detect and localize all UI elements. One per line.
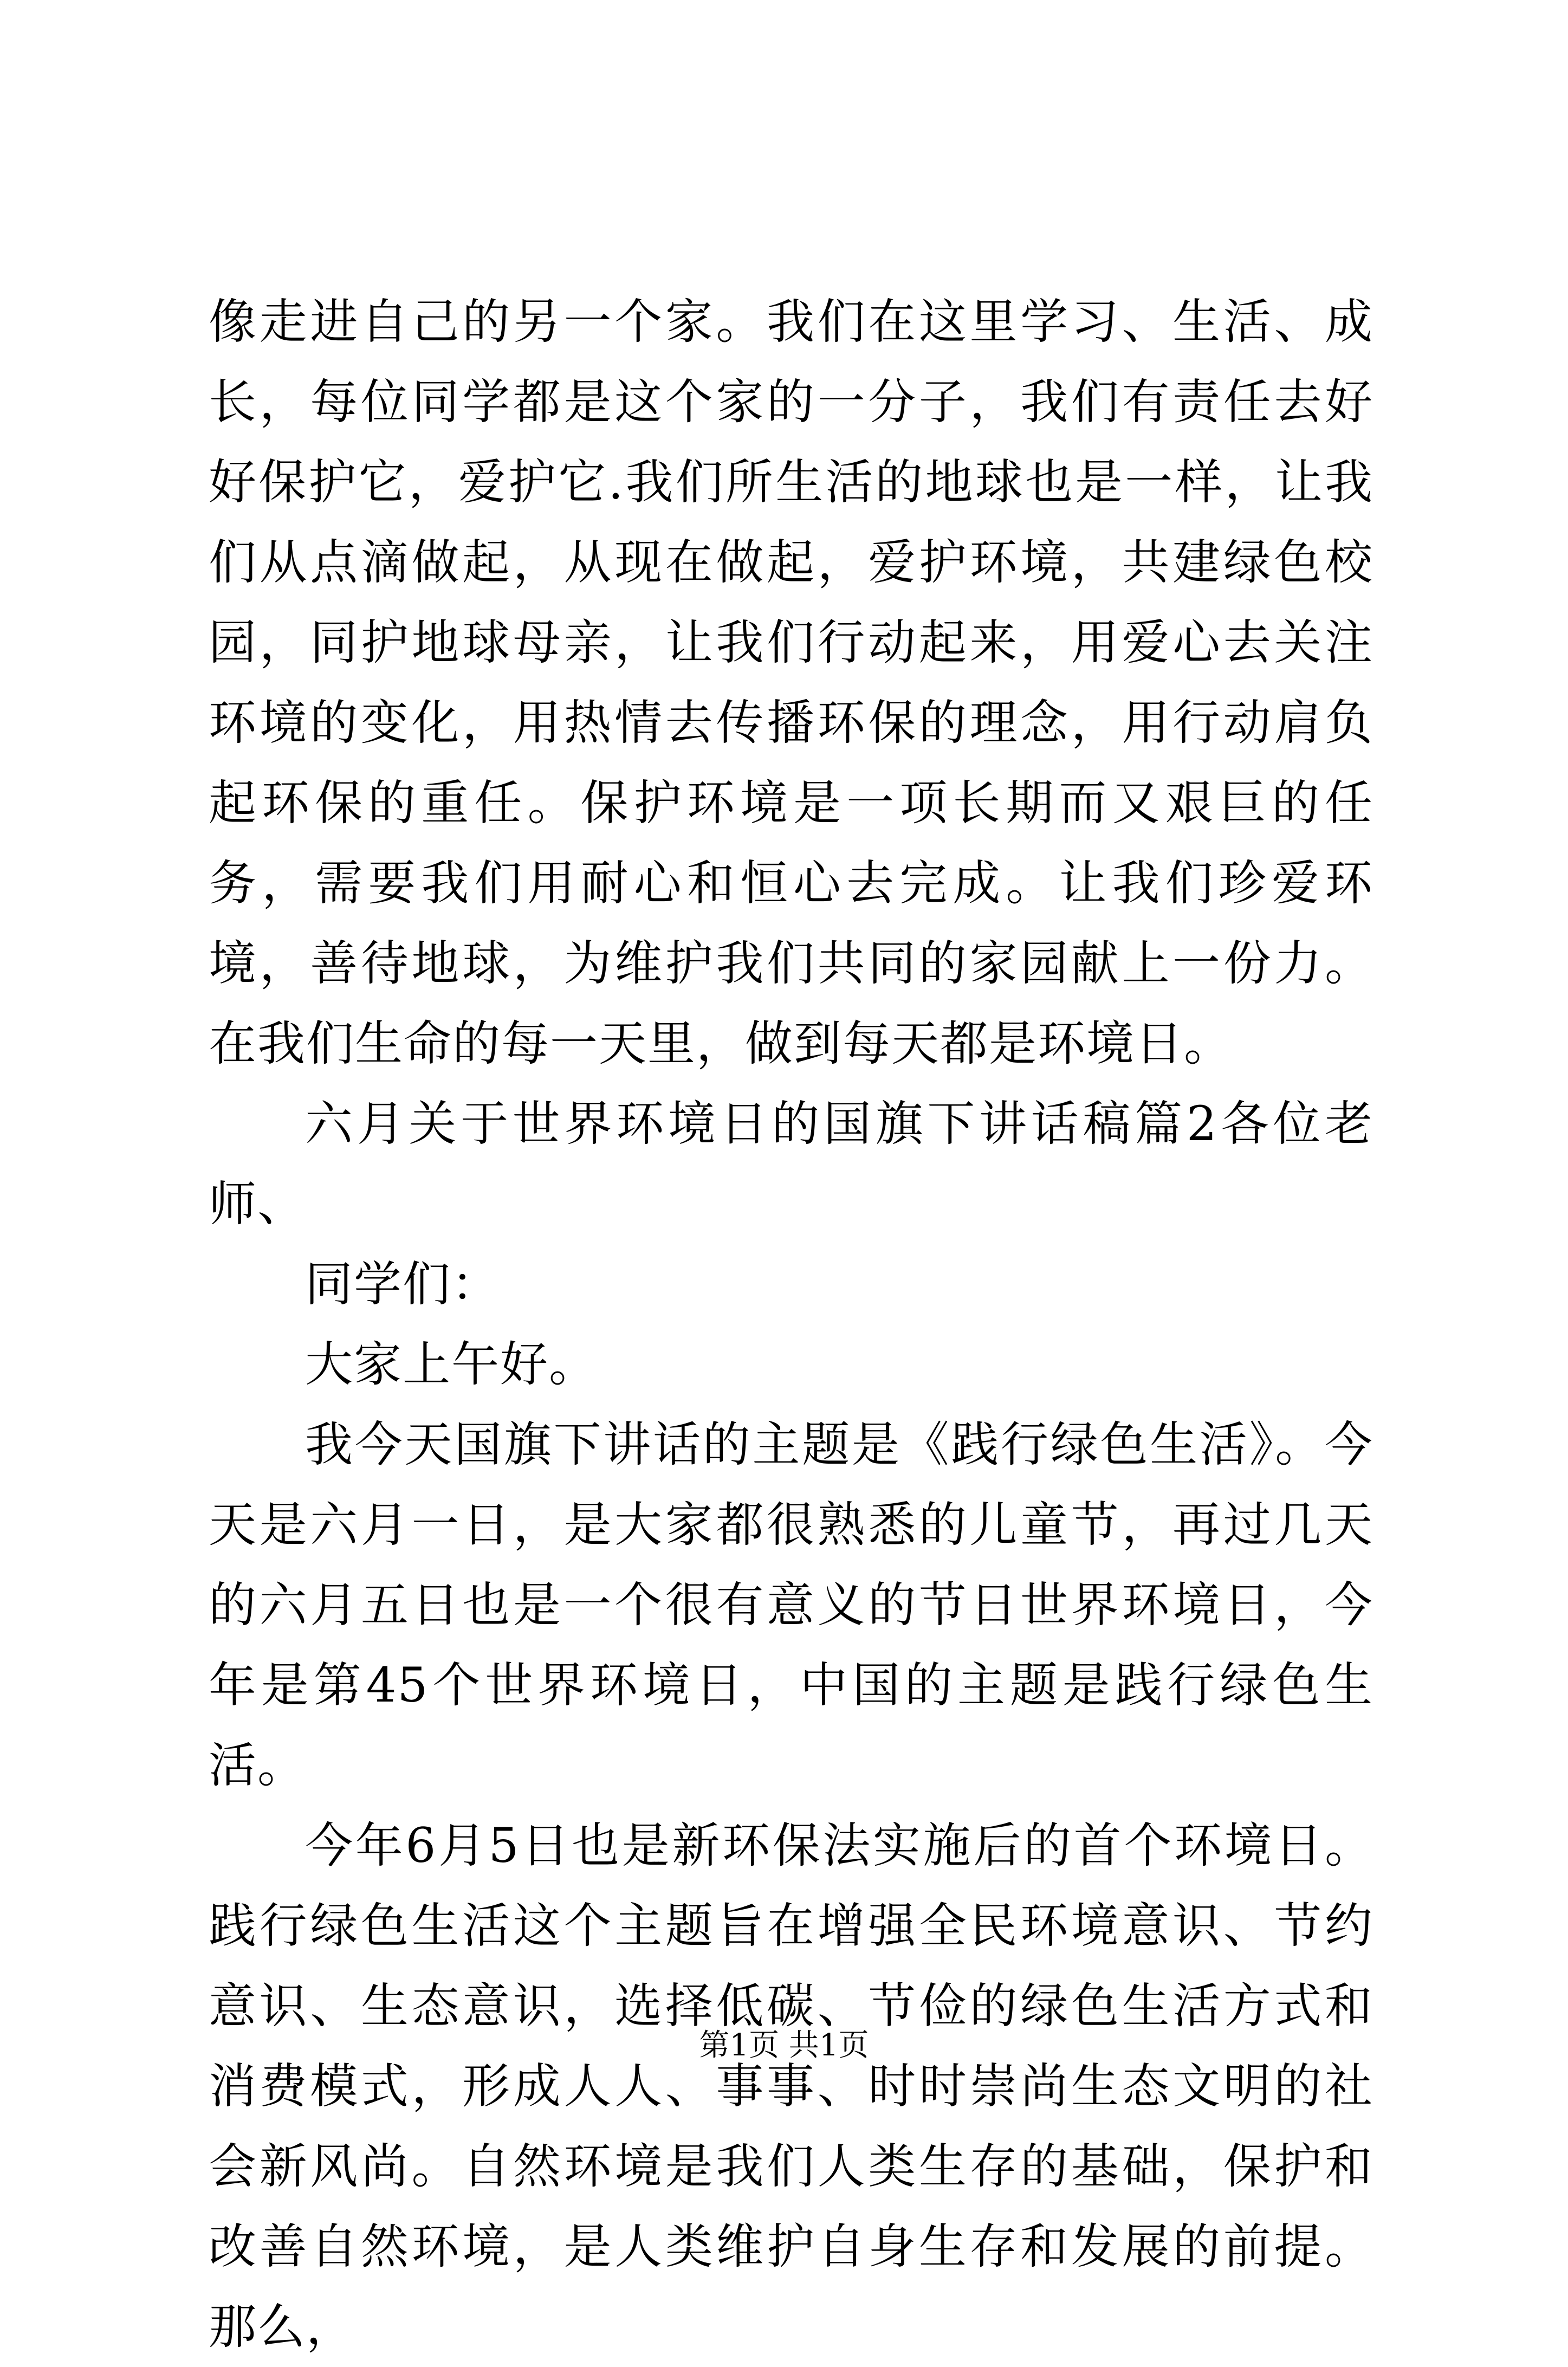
page-footer: 第1页 共1页 (699, 2028, 869, 2063)
paragraph-environment-day: 今年6月5日也是新环保法实施后的首个环境日。践行绿色生活这个主题旨在增强全民环境意识、节约意识、生态意识，选择低碳、节俭的绿色生活方式和消费模式，形成人人、事事、时时崇尚生态文明的社会新风尚。自然环境是我们人类生存的基础，保护和改善自然环境，是人类维护自身生存和发展的前提。那么， (209, 1818, 1373, 2355)
paragraph-speech-title: 六月关于世界环境日的国旗下讲话稿篇2各位老师、 (209, 1096, 1373, 1232)
paragraph-topic: 我今天国旗下讲话的主题是《践行绿色生活》。今天是六月一日，是大家都很熟悉的儿童节，再过几天的六月五日也是一个很有意义的节日世界环境日，今年是第45个世界环境日，中国的主题是践行绿色生活。 (209, 1417, 1373, 1793)
paragraph-continuation: 像走进自己的另一个家。我们在这里学习、生活、成长，每位同学都是这个家的一分子，我们有责任去好好保护它，爱护它.我们所生活的地球也是一样，让我们从点滴做起，从现在做起，爱护环境，共建绿色校园，同护地球母亲，让我们行动起来，用爱心去关注环境的变化，用热情去传播环保的理念，用行动肩负起环保的重任。保护环境是一项长期而又艰巨的任务，需要我们用耐心和恒心去完成。让我们珍爱环境，善待地球，为维护我们共同的家园献上一份力。在我们生命的每一天里，做到每天都是环境日。 (209, 294, 1373, 1071)
paragraph-salutation: 同学们： (305, 1256, 501, 1312)
paragraph-greeting: 大家上午好。 (305, 1336, 598, 1392)
